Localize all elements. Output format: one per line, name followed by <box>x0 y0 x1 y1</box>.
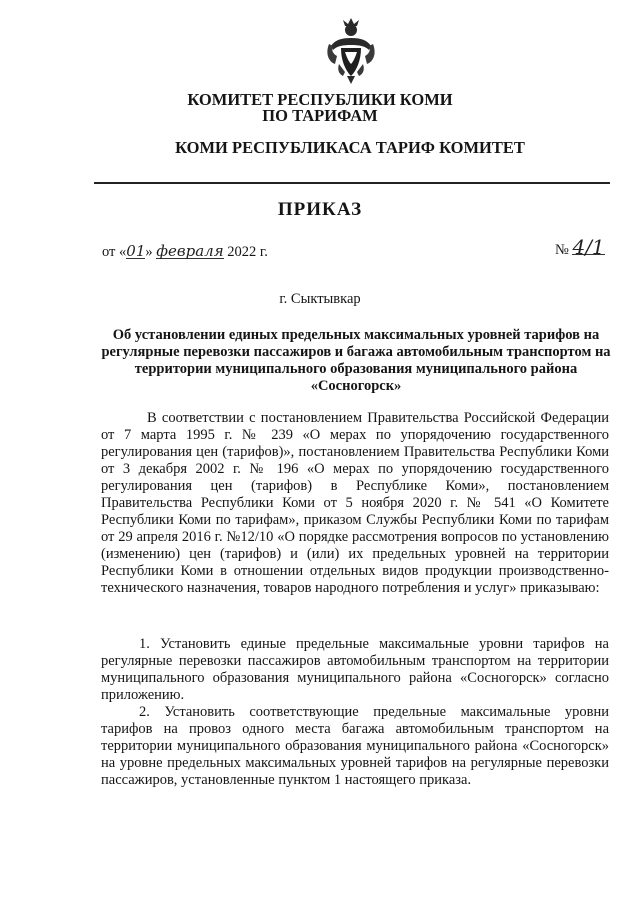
date-month-handwritten: февраля <box>156 242 224 260</box>
number-handwritten: 4/1 <box>572 235 605 259</box>
clause-1-paragraph: 1. Установить единые предельные максимальные уровни тарифов на регулярные перевозки пассажиров автомобильным транспортом на территории муниципального образования муниципального района «Сосногорск» согласно приложению. <box>101 636 609 703</box>
preamble-paragraph: В соответствии с постановлением Правительства Российской Федерации от 7 марта 1995 г. № 239 «О мерах по упорядочению государственного регулирования цен (тарифов)», постановлением Правительства Республики Коми от 3 декабря 2002 г. № 196 «О мерах по упорядочению государственного регулирования цен (тарифов) в Республике Коми», постановлением Правительства Республики Коми от 5 ноября 2020 г. № 541 «О Комитете Республики Коми по тарифам», приказом Службы Республики Коми по тарифам от 29 апреля 2016 г. №12/10 «О порядке рассмотрения вопросов по установлению (изменению) цен (тарифов) и (или) их предельных уровней на территории Республики Коми в отношении отдельных видов продукции производственно-технического назначения, товаров народного потребления и услуг» приказываю: <box>101 410 609 596</box>
date-prefix: от « <box>102 244 127 260</box>
clause-2-paragraph: 2. Установить соответствующие предельные максимальные уровни тарифов на провоз одного места багажа автомобильным транспортом на территории муниципального образования муниципального района «Сосногорск» на уровне предельных максимальных уровней тарифов на регулярные перевозки пассажиров, установленные пунктом 1 настоящего приказа. <box>101 704 609 788</box>
date-day-handwritten: 01 <box>126 242 146 260</box>
date-year: 2022 г. <box>227 244 268 260</box>
order-number <box>555 235 605 259</box>
order-subject: Об установлении единых предельных максимальных уровней тарифов на регулярные перевозки пассажиров и багажа автомобильным транспортом на территории муниципального образования муниципального района «Сосногорск» <box>101 327 611 394</box>
komi-coat-of-arms-icon <box>325 16 377 86</box>
order-date <box>102 244 268 261</box>
header-divider <box>94 182 610 184</box>
org-name-line1: КОМИТЕТ РЕСПУБЛИКИ КОМИ <box>187 90 453 109</box>
date-mid: » <box>145 244 153 260</box>
order-title: ПРИКАЗ <box>277 199 363 220</box>
city: г. Сыктывкар <box>279 291 361 307</box>
org-name-line2: ПО ТАРИФАМ <box>262 106 378 125</box>
org-name-komi: КОМИ РЕСПУБЛИКАСА ТАРИФ КОМИТЕТ <box>175 138 525 157</box>
number-prefix: № <box>555 242 569 258</box>
